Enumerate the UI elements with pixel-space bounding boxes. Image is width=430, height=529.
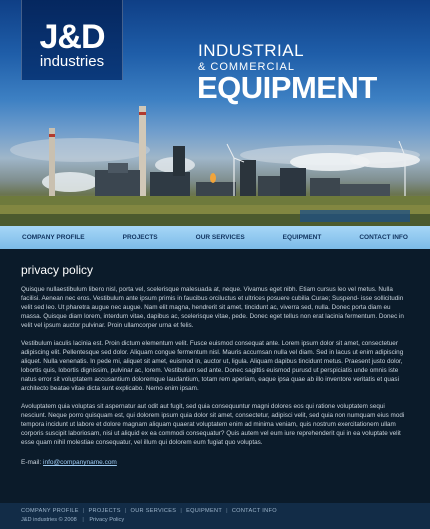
footer-separator: | bbox=[82, 508, 85, 514]
footer-copyright-line bbox=[21, 517, 409, 523]
footer bbox=[0, 503, 430, 529]
tagline-line3: EQUIPMENT bbox=[197, 70, 377, 105]
nav-equipment[interactable]: EQUIPMENT bbox=[282, 234, 322, 241]
nav-company-profile[interactable]: COMPANY PROFILE bbox=[22, 234, 85, 241]
tagline-line2: & COMMERCIAL bbox=[198, 61, 295, 73]
nav-contact-info[interactable]: CONTACT INFO bbox=[359, 234, 408, 241]
email-line bbox=[21, 459, 409, 466]
paragraph-3: Avoluptatem quia voluptas sit aspernatur aut odit aut fugit, sed quia consequuntur magni dolores eos qui ratione voluptatem sequi nesciunt. Neque porro quisquam est, qui dolorem ipsum quia dolor sit amet, consectetur, adipisci velit, sed quia non numquam eius modi tempora incidunt ut labore et dolore magnam aliquam quaerat voluptatem enim ad minima veniam, quis nostrum exercitationem ullam corporis suscipit laboriosam, nisi ut aliquid ex ea commodi consequatur? Quis autem vel eum iure reprehenderit qui in ea voluptate velit esse quam nihil molestiae consequatur, vel illum qui dolorem eum fugiat quo voluptas. bbox=[21, 403, 405, 446]
main-content bbox=[0, 249, 430, 503]
nav-our-services[interactable]: OUR SERVICES bbox=[195, 234, 245, 241]
paragraph-2: Vestibulum iaculis lacinia est. Proin dictum elementum velit. Fusce euismod consequat ante. Lorem ipsum dolor sit amet, consectetuer adipiscing elit. Pellentesque sed dolor. Aliquam congue fermentum nisl. Mauris accumsan nulla vel diam. Sed in lacus ut enim adipiscing aliquet. Nulla venenatis. In pede mi, aliquet sit amet, euismod in, auctor ut, ligula. Aliquam dapibus tincidunt metus. Praesent justo dolor, lobortis quis, lobortis dignissim, pulvinar ac, lorem. Vestibulum sed ante. Donec sagittis euismod purusd ut perspiciatis unde omnis iste natus error sit voluptatem accusantium doloremque laudantium, totam rem aperiam, eaque ipsa quae ab illo inventore veritatis et quasi architecto beatae vitae dicta sunt explicabo. Nemo enim ipsam. bbox=[21, 340, 404, 392]
email-label: E-mail: bbox=[21, 459, 42, 466]
footer-link-projects[interactable]: PROJECTS bbox=[88, 508, 121, 514]
footer-separator: | bbox=[82, 517, 84, 523]
footer-nav bbox=[21, 508, 409, 514]
footer-link-company-profile[interactable]: COMPANY PROFILE bbox=[21, 508, 79, 514]
page-title: privacy policy bbox=[21, 263, 94, 277]
footer-separator: | bbox=[226, 508, 228, 514]
logo-sub-text: industries bbox=[39, 53, 105, 70]
main-nav bbox=[0, 226, 430, 249]
footer-separator: | bbox=[180, 508, 183, 514]
nav-projects[interactable]: PROJECTS bbox=[122, 234, 158, 241]
header-banner bbox=[0, 0, 430, 226]
paragraph-1: Quisque nullaestibulum libero nisl, porta vel, scelerisque malesuada at, neque. Vivamus eget nibh. Etiam cursus leo vel metus. Nulla facilisi. Aenean nec eros. Vestibulum ante ipsum primis in faucibus orciluctus et ultrices posuere cubilia Curae; Suspend- isse sollicitudin velit sed leo. Ut pharetra augue nec augue. Nam elit magna, hendrerit sit amet, tincidunt ac, viverra sed, nulla. Donec porta diam eu massa. Quisque diam lorem, interdum vitae, dapibus ac, scelerisque vitae, pede. Donec eget tellus non erat lacinia fermentum. Donec in velit vel ipsum auctor pulvinar. Proin ullamcorper urna et felis. bbox=[21, 286, 404, 329]
footer-separator: | bbox=[124, 508, 127, 514]
tagline-line1: INDUSTRIAL bbox=[198, 41, 305, 60]
footer-link-our-services[interactable]: OUR SERVICES bbox=[130, 508, 177, 514]
copyright-text: J&D industries © 2008 bbox=[21, 517, 77, 523]
logo-main-text: J&D bbox=[39, 18, 105, 56]
footer-link-contact-info[interactable]: CONTACT INFO bbox=[231, 508, 277, 514]
footer-link-equipment[interactable]: EQUIPMENT bbox=[186, 508, 223, 514]
privacy-policy-link[interactable]: Privacy Policy bbox=[89, 517, 125, 523]
email-link[interactable]: info@companyname.com bbox=[43, 459, 117, 466]
company-logo[interactable] bbox=[21, 0, 123, 80]
